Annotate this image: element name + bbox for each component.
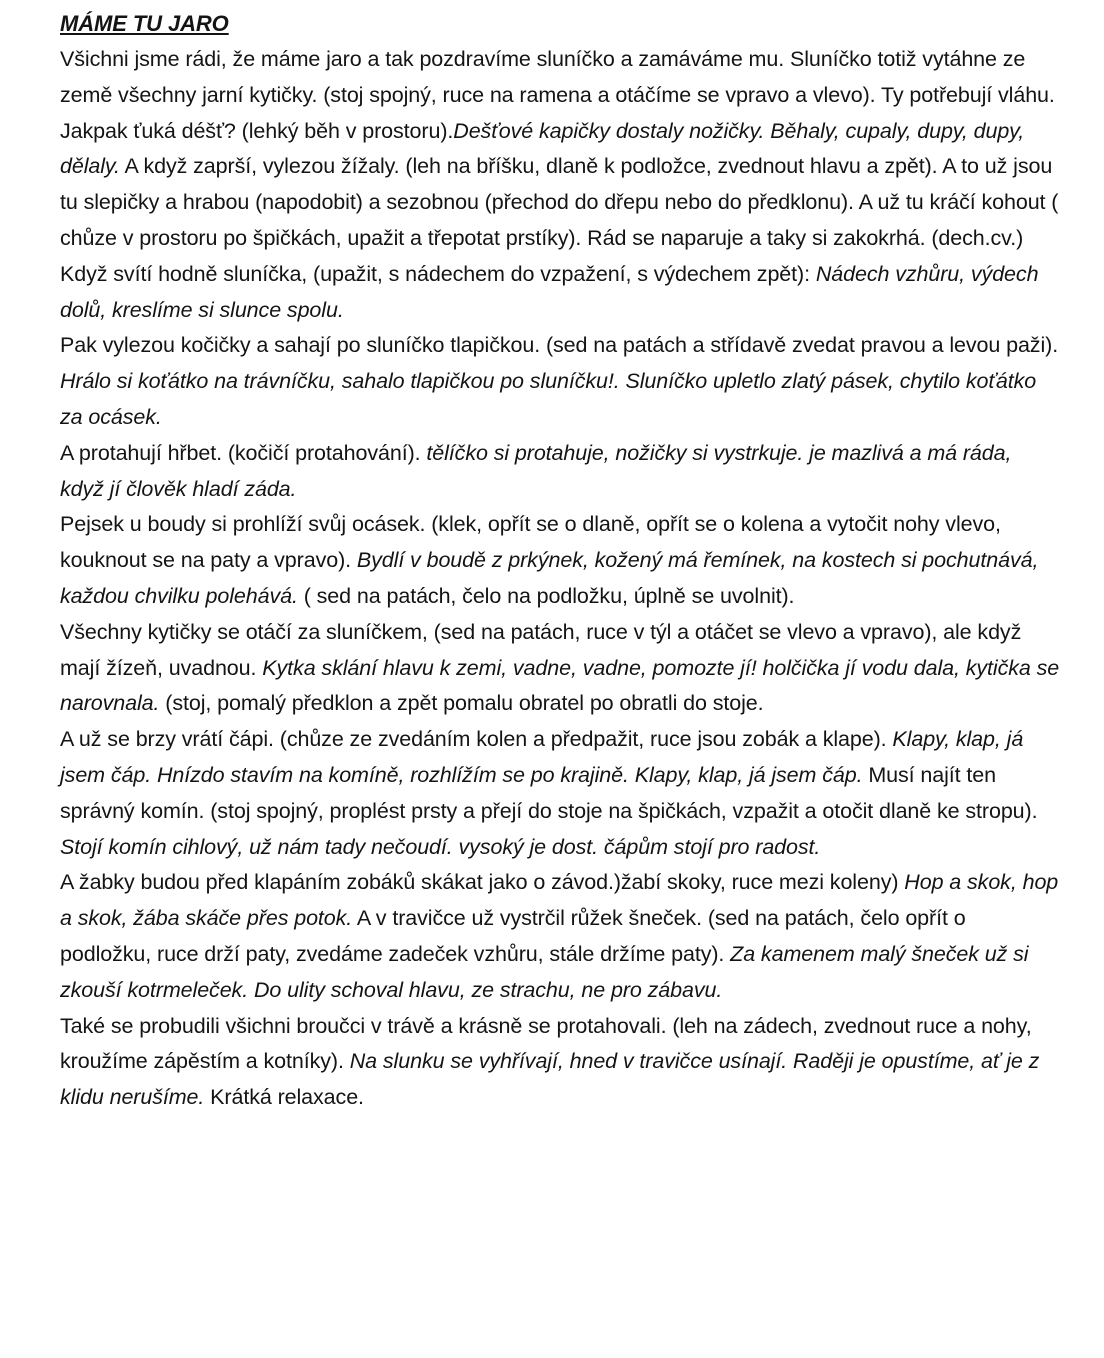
- instruction-text: Také se probudili všichni broučci v trávě a krásně se protahovali. (leh na zádech, zvednout ruce a nohy, kroužíme zápěstím a kotníky).: [60, 1013, 1032, 1074]
- instruction-text: A když zaprší, vylezou žížaly. (leh na bříšku, dlaně k podložce, zvednout hlavu a zpět). A to už jsou tu slepičky a hrabou (napodobit) a sezobnou (přechod do dřepu nebo do předklonu). A už tu kráčí kohout ( chůze v prostoru po špičkách, upažit a třepotat prstíky). Rád se naparuje a taky si zakokrhá. (dech.cv.): [60, 154, 1059, 250]
- instruction-text: ( sed na patách, čelo na podložku, úplně se uvolnit).: [297, 583, 795, 608]
- paragraph: [60, 42, 1060, 257]
- instruction-text: A v travičce už vystrčil růžek šneček. (sed na patách, čelo opřít o podložku, ruce drží paty, zvedáme zadeček vzhůru, stále držíme paty).: [60, 906, 966, 966]
- paragraph: [60, 257, 1060, 329]
- paragraph: [60, 722, 1060, 865]
- paragraph: [60, 507, 1060, 614]
- rhyme-text: Na slunku se vyhřívají, hned v travičce usínají. Raději je opustíme, ať je z klidu nerušíme.: [60, 1049, 1040, 1110]
- rhyme-text: Dešťové kapičky dostaly nožičky. Běhaly, cupaly, dupy, dupy, dělaly.: [60, 118, 1025, 179]
- rhyme-text: Bydlí v boudě z prkýnek, kožený má řemínek, na kostech si pochutnává, každou chvilku polehává.: [60, 548, 1039, 608]
- instruction-text: (stoj, pomalý předklon a zpět pomalu obratel po obratli do stoje.: [159, 691, 764, 716]
- rhyme-text: Stojí komín cihlový, už nám tady nečoudí. vysoký je dost. čápům stojí pro radost.: [60, 834, 821, 859]
- rhyme-text: Hrálo si koťátko na trávníčku, sahalo tlapičkou po sluníčku!. Sluníčko upletlo zlatý pásek, chytilo koťátko za ocásek.: [60, 369, 1037, 429]
- instruction-text: Musí najít ten správný komín. (stoj spojný, proplést prsty a přejí do stoje na špičkách, vzpažit a otočit dlaně ke stropu).: [60, 762, 1038, 823]
- instruction-text: A protahují hřbet. (kočičí protahování).: [60, 440, 427, 465]
- instruction-text: Pak vylezou kočičky a sahají po sluníčko tlapičkou. (sed na patách a střídavě zvedat pravou a levou paži).: [60, 333, 1059, 358]
- document-page: [60, 6, 1060, 1116]
- rhyme-text: Hop a skok, hop a skok, žába skáče přes potok.: [60, 870, 1059, 931]
- instruction-text: Všichni jsme rádi, že máme jaro a tak pozdravíme sluníčko a zamáváme mu. Sluníčko totiž vytáhne ze země všechny jarní kytičky. (stoj spojný, ruce na ramena a otáčíme se vpravo a vlevo). Ty potřebují vláhu. Jakpak ťuká déšť? (lehký běh v prostoru).: [60, 47, 1055, 143]
- rhyme-text: Za kamenem malý šneček už si zkouší kotrmeleček. Do ulity schoval hlavu, ze strachu, ne pro zábavu.: [60, 941, 1029, 1002]
- instruction-text: A už se brzy vrátí čápi. (chůze ze zvedáním kolen a předpažit, ruce jsou zobák a klape).: [60, 727, 893, 752]
- instruction-text: Všechny kytičky se otáčí za sluníčkem, (sed na patách, ruce v týl a otáčet se vlevo a vpravo), ale když mají žízeň, uvadnou.: [60, 619, 1022, 680]
- paragraph: [60, 865, 1060, 1008]
- instruction-text: A žabky budou před klapáním zobáků skákat jako o závod.)žabí skoky, ruce mezi koleny): [60, 870, 905, 895]
- paragraph: [60, 436, 1060, 508]
- instruction-text: Krátká relaxace.: [204, 1085, 364, 1110]
- paragraph: [60, 615, 1060, 722]
- document-title: MÁME TU JARO: [60, 11, 229, 36]
- rhyme-text: Nádech vzhůru, výdech dolů, kreslíme si slunce spolu.: [60, 261, 1039, 322]
- rhyme-text: Klapy, klap, já jsem čáp. Hnízdo stavím na komíně, rozhlížím se po krajině. Klapy, klap, já jsem čáp.: [60, 727, 1024, 787]
- paragraph: [60, 328, 1060, 435]
- document-body: [60, 42, 1060, 1116]
- rhyme-text: Kytka sklání hlavu k zemi, vadne, vadne, pomozte jí! holčička jí vodu dala, kytička se narovnala.: [60, 655, 1060, 716]
- paragraph: [60, 1009, 1060, 1116]
- instruction-text: Pejsek u boudy si prohlíží svůj ocásek. (klek, opřít se o dlaně, opřít se o kolena a vytočit nohy vlevo, kouknout se na paty a vpravo).: [60, 512, 1001, 573]
- rhyme-text: tělíčko si protahuje, nožičky si vystrkuje. je mazlivá a má ráda, když jí člověk hladí záda.: [60, 440, 1012, 501]
- instruction-text: Když svítí hodně sluníčka, (upažit, s nádechem do vzpažení, s výdechem zpět):: [60, 261, 816, 286]
